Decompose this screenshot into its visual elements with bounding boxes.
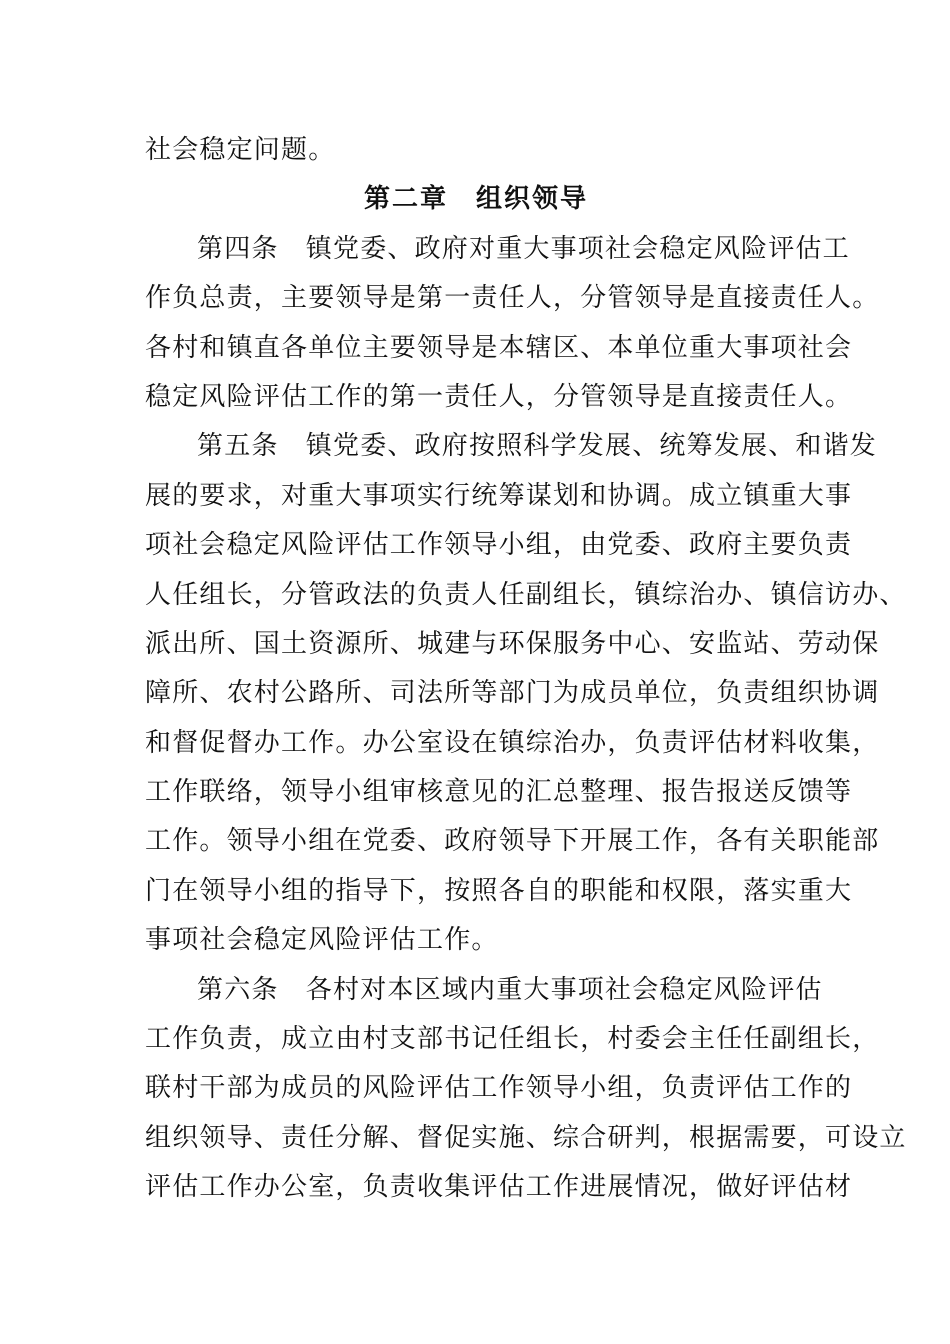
text-line: 门在领导小组的指导下，按照各自的职能和权限，落实重大 (145, 875, 853, 906)
text-line: 展的要求，对重大事项实行统筹谋划和协调。成立镇重大事 (145, 480, 853, 511)
text-line: 社会稳定问题。 (145, 135, 336, 165)
text-line: 工作。领导小组在党委、政府领导下开展工作，各有关职能部 (145, 826, 880, 857)
text-line: 组织领导、责任分解、督促实施、综合研判，根据需要，可设立 (145, 1122, 907, 1153)
article-4-line: 第四条 镇党委、政府对重大事项社会稳定风险评估工 (197, 233, 850, 264)
text-line: 障所、农村公路所、司法所等部门为成员单位，负责组织协调 (145, 678, 880, 709)
text-line: 工作负责，成立由村支部书记任组长，村委会主任任副组长， (145, 1024, 880, 1055)
text-line: 派出所、国土资源所、城建与环保服务中心、安监站、劳动保 (145, 628, 880, 659)
text-line: 评估工作办公室，负责收集评估工作进展情况，做好评估材 (145, 1172, 853, 1203)
text-line: 联村干部为成员的风险评估工作领导小组，负责评估工作的 (145, 1073, 853, 1104)
text-line: 项社会稳定风险评估工作领导小组，由党委、政府主要负责 (145, 530, 853, 561)
article-6-line: 第六条 各村对本区域内重大事项社会稳定风险评估 (197, 974, 823, 1005)
text-line: 稳定风险评估工作的第一责任人，分管领导是直接责任人。 (145, 381, 853, 412)
chapter-heading: 第二章 组织领导 (363, 184, 588, 215)
text-line: 和督促督办工作。办公室设在镇综治办，负责评估材料收集， (145, 727, 880, 758)
text-line: 工作联络，领导小组审核意见的汇总整理、报告报送反馈等 (145, 777, 853, 808)
article-5-line: 第五条 镇党委、政府按照科学发展、统筹发展、和谐发 (197, 431, 878, 462)
document-page (145, 126, 907, 1213)
text-line: 事项社会稳定风险评估工作。 (145, 925, 499, 956)
text-line: 各村和镇直各单位主要领导是本辖区、本单位重大事项社会 (145, 332, 853, 363)
text-line: 人任组长，分管政法的负责人任副组长，镇综治办、镇信访办、 (145, 579, 907, 610)
text-line: 作负总责，主要领导是第一责任人，分管领导是直接责任人。 (145, 283, 880, 314)
